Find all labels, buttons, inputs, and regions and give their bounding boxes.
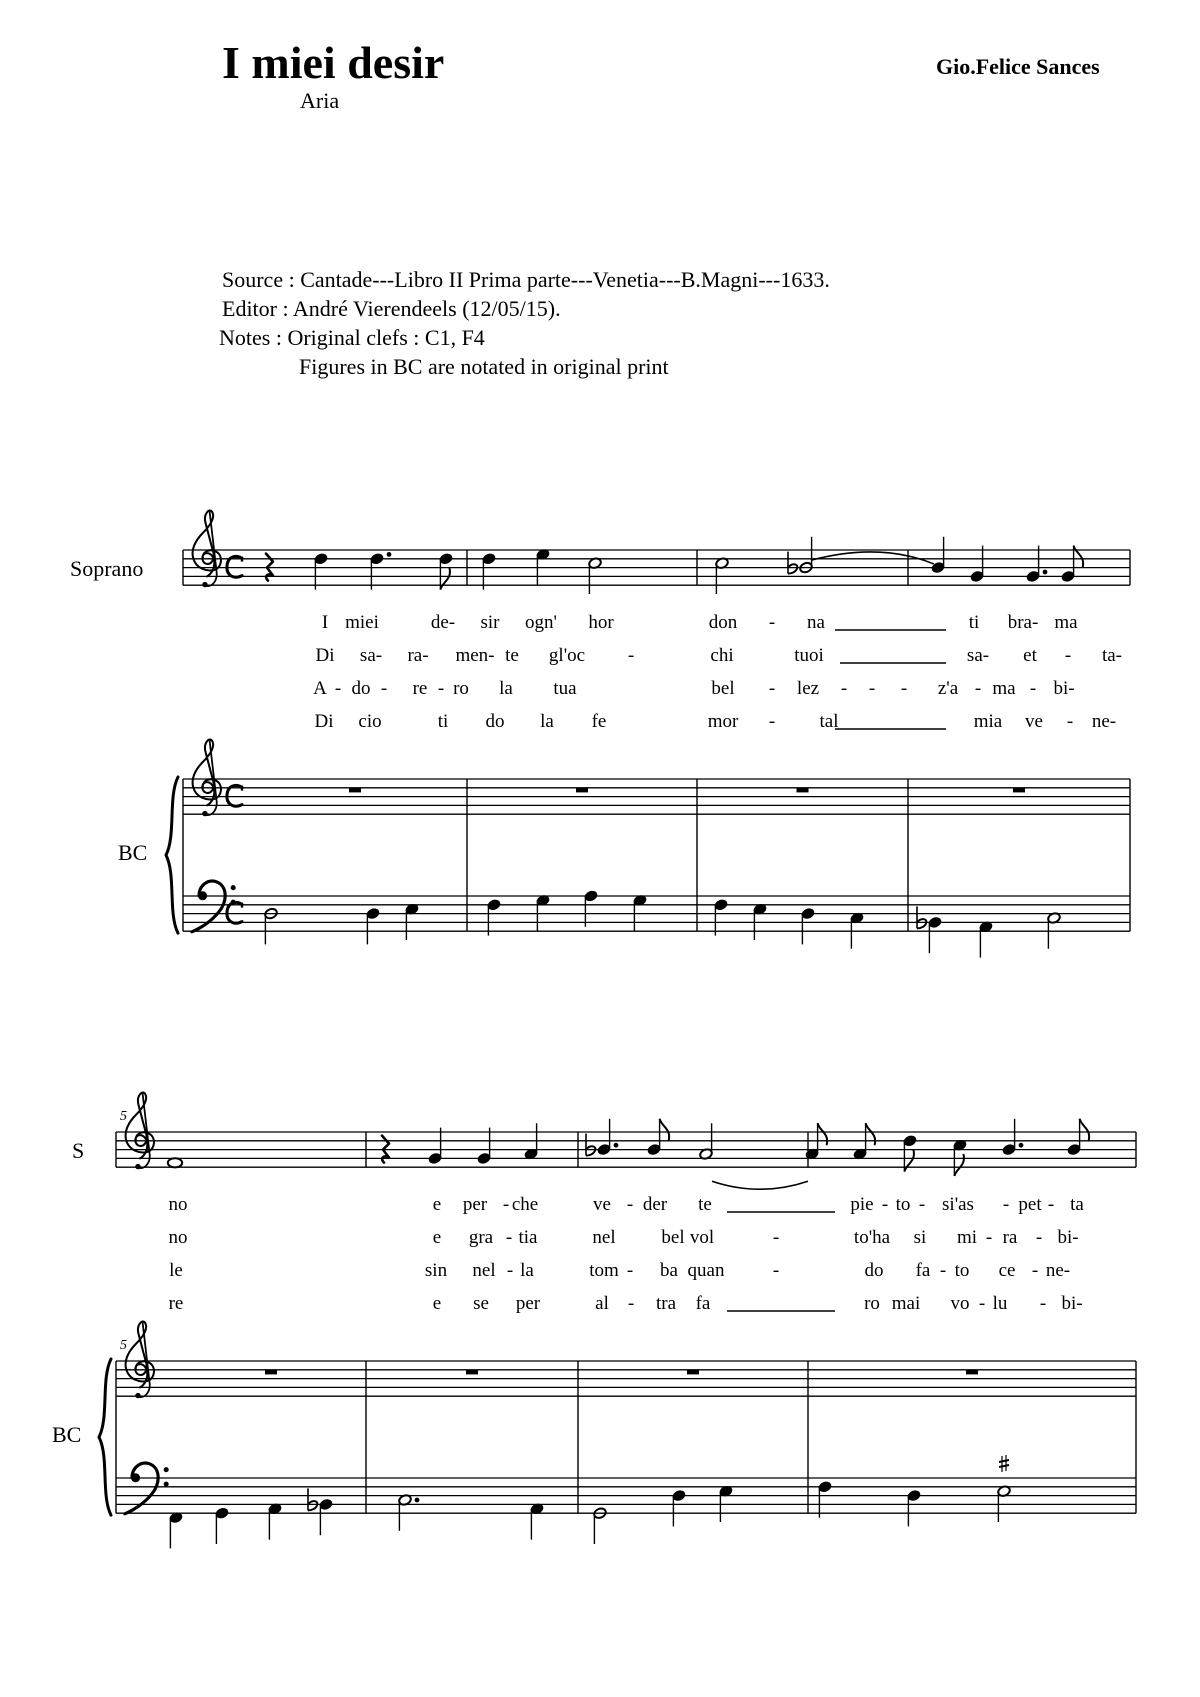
lyric-syllable: - [1064, 645, 1072, 666]
lyric-syllable: - [974, 678, 982, 699]
bass-note [215, 1507, 229, 1544]
lyric-syllable: fe [591, 711, 607, 732]
lyric-syllable: pie [850, 1194, 874, 1215]
lyric-syllable: che [511, 1194, 539, 1215]
lyric-syllable: - [900, 678, 908, 699]
lyric-syllable: per [515, 1293, 541, 1314]
lyric-syllable: - [881, 1194, 889, 1215]
lyric-syllable: - [978, 1293, 986, 1314]
brace-icon [99, 1359, 111, 1515]
lyric-syllable: lu [992, 1293, 1008, 1314]
soprano-label: S [72, 1138, 85, 1163]
lyric-syllable: re [168, 1293, 184, 1314]
lyric-syllable: z'a [937, 678, 959, 699]
figures-note: Figures in BC are notated in original print [299, 354, 669, 379]
lyric-syllable: bi- [1057, 1227, 1079, 1248]
soprano-note [314, 552, 328, 589]
lyric-syllable: et [1023, 645, 1037, 666]
soprano-note [168, 1158, 182, 1167]
lyric-syllable: tra [655, 1293, 677, 1314]
common-time-icon [227, 902, 242, 923]
lyric-syllable: Di [314, 711, 334, 732]
lyric-syllable: - [626, 1194, 634, 1215]
bass-note [487, 898, 501, 935]
lyric-syllable: ve [1025, 711, 1043, 732]
lyric-syllable: mor [707, 711, 739, 732]
lyric-syllable: - [334, 678, 342, 699]
soprano-note [903, 1134, 917, 1171]
lyric-syllable: - [840, 678, 848, 699]
soprano-note [482, 552, 496, 589]
lyric-syllable: - [918, 1194, 926, 1215]
lyric-syllable: le [169, 1260, 183, 1281]
lyric-syllable: e [432, 1194, 442, 1215]
soprano-label: Soprano [70, 556, 144, 581]
lyric-syllable: sir [480, 612, 500, 633]
flag [440, 568, 450, 590]
augmentation-dot [415, 1498, 420, 1503]
lyric-syllable: nel [472, 1260, 496, 1281]
lyric-syllable: ta- [1101, 645, 1123, 666]
whole-rest-icon [349, 788, 361, 793]
lyric-syllable: bra- [1007, 612, 1039, 633]
lyric-syllable: ti [437, 711, 449, 732]
lyric-syllable: ne- [1045, 1260, 1071, 1281]
lyric-syllable: ma [1054, 612, 1078, 633]
lyric-syllable: la [520, 1260, 534, 1281]
lyric-syllable: al [595, 1293, 609, 1314]
flag [866, 1123, 876, 1145]
lyric-syllable: - [768, 711, 776, 732]
soprano-note [1067, 1119, 1089, 1156]
bass-note [850, 912, 864, 949]
notehead [168, 1158, 182, 1167]
lyric-syllable: ce [998, 1260, 1016, 1281]
bass-note [672, 1489, 686, 1526]
augmentation-dot [1019, 1143, 1024, 1148]
lyric-syllable: quan [687, 1260, 725, 1281]
lyric-syllable: bel [661, 1227, 685, 1248]
flag [818, 1123, 828, 1145]
page-subtitle: Aria [300, 88, 340, 113]
lyric-syllable: vo [950, 1293, 970, 1314]
soprano-note [1002, 1119, 1024, 1156]
lyric-syllable: lez [796, 678, 820, 699]
soprano-note [931, 537, 945, 574]
soprano-note [715, 557, 729, 594]
lyric-syllable: - [772, 1260, 780, 1281]
common-time-icon [227, 556, 242, 577]
lyric-syllable: I [321, 612, 329, 633]
lyric-syllable: sin [424, 1260, 448, 1281]
bc-treble-staff [116, 1361, 1136, 1396]
lyric-syllable: no [168, 1227, 188, 1248]
soprano-note [799, 537, 813, 574]
lyric-syllable: ne- [1091, 711, 1117, 732]
lyric-syllable: - [1066, 711, 1074, 732]
lyric-syllable: mia [973, 711, 1003, 732]
lyric-syllable: - [627, 645, 635, 666]
lyric-syllable: - [505, 1227, 513, 1248]
soprano-note [647, 1119, 669, 1156]
lyric-syllable: do [351, 678, 371, 699]
editor-note: Editor : André Vierendeels (12/05/15). [222, 296, 561, 321]
lyric-syllable: - [627, 1293, 635, 1314]
lyric-syllable: tal [819, 711, 839, 732]
lyric-syllable: der [642, 1194, 668, 1215]
flat-icon [586, 1134, 595, 1156]
flat-icon [917, 906, 926, 928]
composer-name: Gio.Felice Sances [936, 54, 1100, 79]
lyric-syllable: se [473, 1293, 489, 1314]
whole-rest-icon [1013, 788, 1025, 793]
lyric-syllable: na [807, 612, 825, 633]
lyric-syllable: do [485, 711, 505, 732]
lyric-syllable: vol [689, 1227, 715, 1248]
lyric-syllable: - [1031, 1260, 1039, 1281]
lyric-syllable: si [913, 1227, 927, 1248]
lyric-syllable: te [698, 1194, 712, 1215]
bass-note [979, 920, 993, 957]
page-title: I miei desir [222, 37, 445, 88]
bass-note [264, 907, 278, 944]
lyric-syllable: - [772, 1227, 780, 1248]
whole-rest-icon [966, 1370, 978, 1375]
bass-clef-icon [125, 1463, 169, 1514]
measure-number: 5 [120, 1109, 127, 1124]
lyric-syllable: tua [553, 678, 577, 699]
lyric-syllable: - [1029, 678, 1037, 699]
bass-note [1047, 912, 1061, 949]
bass-note [530, 1502, 544, 1539]
lyric-syllable: ve [593, 1194, 611, 1215]
tie [712, 1181, 808, 1189]
bass-note [753, 903, 767, 940]
bass-note [719, 1485, 733, 1522]
lyric-syllable: de- [430, 612, 456, 633]
bc-label: BC [118, 840, 148, 866]
bass-note [268, 1502, 282, 1539]
lyric-syllable: ma [992, 678, 1016, 699]
lyric-syllable: fa [695, 1293, 711, 1314]
soprano-note [370, 552, 392, 590]
lyric-syllable: ta [1070, 1194, 1084, 1215]
flag [904, 1150, 914, 1172]
lyric-syllable: - [380, 678, 388, 699]
lyric-syllable: per [462, 1194, 488, 1215]
lyric-syllable: cio [358, 711, 382, 732]
bass-note [398, 1494, 420, 1531]
lyric-syllable: to'ha [853, 1227, 891, 1248]
brace-icon [166, 777, 178, 933]
soprano-note [439, 552, 453, 589]
bass-note [633, 894, 647, 931]
lyric-syllable: A [313, 678, 327, 699]
lyric-syllable: - [768, 612, 776, 633]
lyric-syllable: sa- [966, 645, 990, 666]
augmentation-dot [1043, 570, 1048, 575]
lyric-syllable: - [502, 1194, 510, 1215]
lyric-syllable: chi [710, 645, 734, 666]
measure-number: 5 [120, 1338, 127, 1353]
whole-rest-icon [466, 1370, 478, 1375]
bass-note [593, 1507, 607, 1544]
lyric-syllable: sa- [359, 645, 383, 666]
bass-note [366, 907, 380, 944]
lyric-syllable: men- [455, 645, 495, 666]
lyric-syllable: mai [891, 1293, 921, 1314]
lyric-syllable: gl'oc [548, 645, 586, 666]
tie [812, 552, 934, 564]
lyric-syllable: - [437, 678, 445, 699]
lyric-syllable: - [768, 678, 776, 699]
bass-note [818, 1480, 832, 1517]
flag [660, 1119, 670, 1141]
lyric-syllable: to [954, 1260, 970, 1281]
soprano-note [970, 546, 984, 583]
lyric-syllable: - [939, 1260, 947, 1281]
lyric-syllable: pet [1018, 1194, 1042, 1215]
soprano-note [477, 1128, 491, 1165]
soprano-note [1061, 546, 1083, 583]
lyric-syllable: tom [589, 1260, 619, 1281]
soprano-note [1026, 546, 1048, 583]
lyric-syllable: gra [468, 1227, 494, 1248]
lyric-syllable: no [168, 1194, 188, 1215]
flag [954, 1154, 964, 1176]
soprano-note [428, 1128, 442, 1165]
lyric-syllable: - [506, 1260, 514, 1281]
lyric-syllable: - [1035, 1227, 1043, 1248]
lyric-syllable: - [985, 1227, 993, 1248]
bass-note [714, 898, 728, 935]
source-note: Source : Cantade---Libro II Prima parte---Venetia---B.Magni---1633. [222, 267, 830, 292]
lyric-syllable: do [864, 1260, 884, 1281]
soprano-note [536, 548, 550, 585]
lyric-syllable: ro [864, 1293, 880, 1314]
lyric-syllable: si'as [942, 1194, 974, 1215]
lyric-syllable: ti [968, 612, 980, 633]
lyric-syllable: la [499, 678, 513, 699]
soprano-note [597, 1119, 619, 1156]
lyric-syllable: re [412, 678, 428, 699]
flat-icon [308, 1488, 317, 1510]
soprano-note [699, 1123, 713, 1160]
lyric-syllable: e [432, 1227, 442, 1248]
bc-treble-staff [183, 779, 1130, 814]
bc-label: BC [52, 1422, 82, 1448]
lyric-syllable: miei [345, 612, 379, 633]
lyric-syllable: to [895, 1194, 911, 1215]
lyric-syllable: mi [956, 1227, 978, 1248]
lyric-syllable: hor [588, 612, 614, 633]
augmentation-dot [614, 1143, 619, 1148]
lyric-syllable: - [868, 678, 876, 699]
lyric-syllable: - [1047, 1194, 1055, 1215]
whole-rest-icon [687, 1370, 699, 1375]
lyric-syllable: - [626, 1260, 634, 1281]
lyric-syllable: te [505, 645, 519, 666]
flag [1074, 546, 1084, 568]
clefs-note: Notes : Original clefs : C1, F4 [219, 325, 485, 350]
lyric-syllable: fa [915, 1260, 931, 1281]
flat-icon [788, 552, 797, 574]
bass-note [997, 1485, 1011, 1522]
lyric-syllable: tia [518, 1227, 538, 1248]
lyric-syllable: - [1039, 1293, 1047, 1314]
lyric-syllable: don [708, 612, 738, 633]
soprano-note [524, 1123, 538, 1160]
bass-note [405, 903, 419, 940]
augmentation-dot [387, 552, 392, 557]
lyric-syllable: ra- [407, 645, 429, 666]
lyric-syllable: Di [315, 645, 335, 666]
soprano-note [853, 1123, 875, 1160]
lyric-syllable: bi- [1061, 1293, 1083, 1314]
whole-rest-icon [265, 1370, 277, 1375]
lyric-syllable: tuoi [794, 645, 824, 666]
bass-note [536, 894, 550, 931]
bass-note [319, 1498, 333, 1535]
common-time-icon [227, 785, 242, 806]
lyric-syllable: e [432, 1293, 442, 1314]
lyric-syllable: ra [1002, 1227, 1018, 1248]
bass-note [169, 1511, 183, 1548]
bass-note [907, 1489, 921, 1526]
soprano-note [953, 1139, 967, 1176]
flag [1080, 1119, 1090, 1141]
soprano-staff [116, 1132, 1136, 1167]
lyric-syllable: bel [711, 678, 735, 699]
bass-note [928, 916, 942, 953]
lyric-syllable: nel [592, 1227, 616, 1248]
lyric-syllable: la [540, 711, 554, 732]
soprano-note [588, 557, 602, 594]
bass-note [584, 890, 598, 927]
sharp-icon [999, 1455, 1009, 1472]
whole-rest-icon [797, 788, 809, 793]
bass-note [801, 907, 815, 944]
lyric-syllable: ro [453, 678, 469, 699]
lyric-syllable: bi- [1053, 678, 1075, 699]
lyric-syllable: ba [660, 1260, 678, 1281]
lyric-syllable: ogn' [525, 612, 557, 633]
whole-rest-icon [576, 788, 588, 793]
bc-bass-staff [116, 1478, 1136, 1513]
lyric-syllable: - [1002, 1194, 1010, 1215]
